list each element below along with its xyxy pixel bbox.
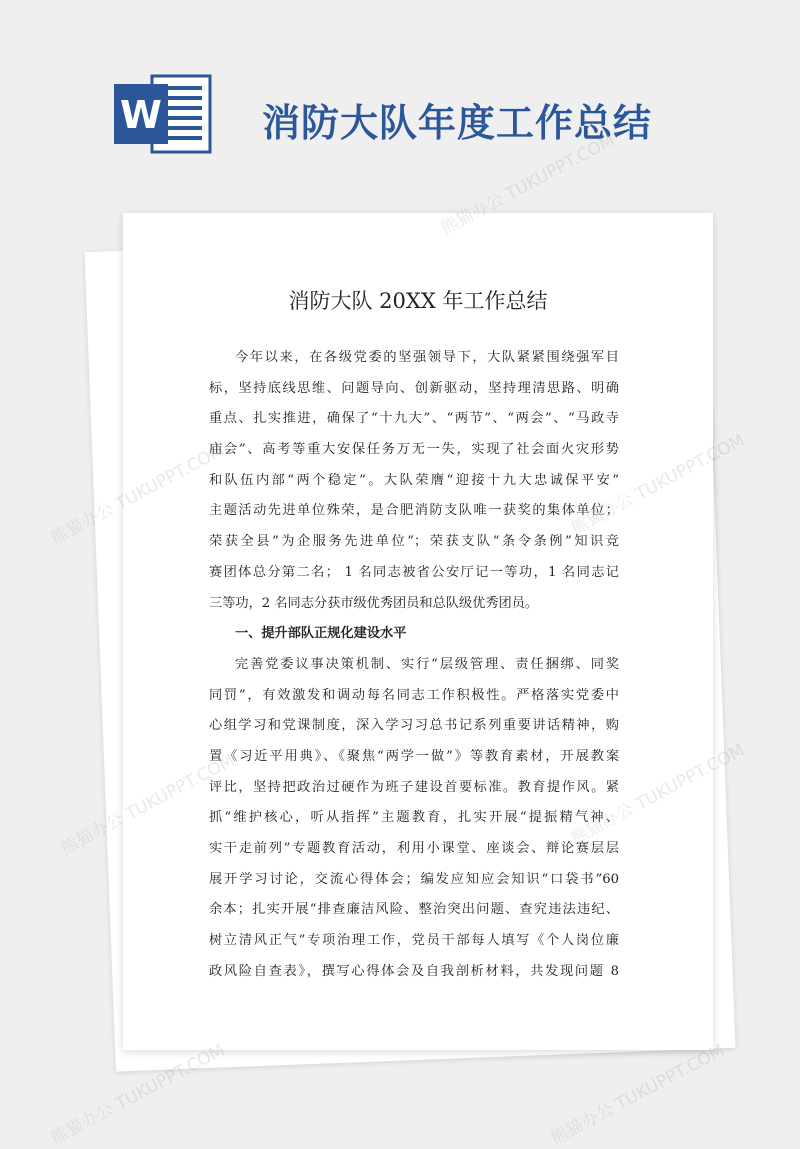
watermark: 熊猫办公 TUKUPPT.COM [437,130,619,239]
section-heading: 一、提升部队正规化建设水平 [235,626,407,642]
body-line: 树立清风正气”专项治理工作，党员干部每人填写《个人岗位廉 [209,933,619,949]
page-title: 消防大队年度工作总结 [262,101,653,145]
body-line: 重点、扎实推进，确保了“十九大”、“两节”、“两会”、“马政寺 [209,411,619,427]
document-title: 消防大队 20XX 年工作总结 [288,289,548,313]
body-line: 标，坚持底线思维、问题导向、创新驱动，坚持理清思路、明确 [209,380,619,396]
page-header [0,0,800,200]
watermark: 熊猫办公 [47,499,118,549]
app-letter: W [120,93,162,137]
body-line: 赛团体总分第二名； 1 名同志被省公安厅记一等功，1 名同志记 [209,564,619,580]
body-line: 评比，坚持把政治过硬作为班子建设首要标准。教育提作风。紧 [209,779,619,795]
body-line: 同罚”，有效激发和调动每名同志工作积极性。严格落实党委中 [209,687,619,703]
body-line: 政风险自查表》，撰写心得体会及自我剖析材料，共发现问题 8 [209,963,619,979]
word-document-icon [112,72,212,156]
watermark: 熊猫办公 TUKUPPT.COM [547,1040,729,1149]
body-line: 展开学习讨论，交流心得体会；编发应知应会知识“口袋书”60 [209,871,619,887]
body-line: 实干走前列”专题教育活动，利用小课堂、座谈会、辩论赛层层 [209,841,619,856]
body-line: 今年以来，在各级党委的坚强领导下，大队紧紧围绕强军目 [235,350,619,365]
body-line: 主题活动先进单位殊荣，是合肥消防支队唯一获奖的集体单位； [209,503,619,519]
document-body [209,343,619,987]
body-line: 置《习近平用典》、《聚焦“两学一做”》等教育素材，开展教案 [209,748,619,764]
body-line: 和队伍内部“两个稳定”。大队荣膺“迎接十九大忠诚保平安” [209,472,619,488]
document-page [123,213,713,1050]
body-line: 完善党委议事决策机制、实行“层级管理、责任捆绑、同奖 [235,656,619,672]
body-line: 抓“维护核心，听从指挥”主题教育，扎实开展“提振精气神、 [209,810,619,826]
body-line: 庙会”、高考等重大安保任务万无一失，实现了社会面火灾形势 [209,442,619,458]
watermark: 熊猫办公 TUKUPPT.COM [47,1040,229,1149]
body-line: 荣获全县“为企服务先进单位”；荣获支队“条令条例”知识竞 [209,534,619,550]
body-line: 余本；扎实开展“排查廉洁风险、整治突出问题、查究违法违纪、 [209,902,619,918]
watermark: 熊猫办公 [57,809,128,859]
body-line: 心组学习和党课制度，深入学习习总书记系列重要讲话精神，购 [209,718,619,734]
body-line: 三等功，2 名同志分获市级优秀团员和总队级优秀团员。 [209,595,539,611]
